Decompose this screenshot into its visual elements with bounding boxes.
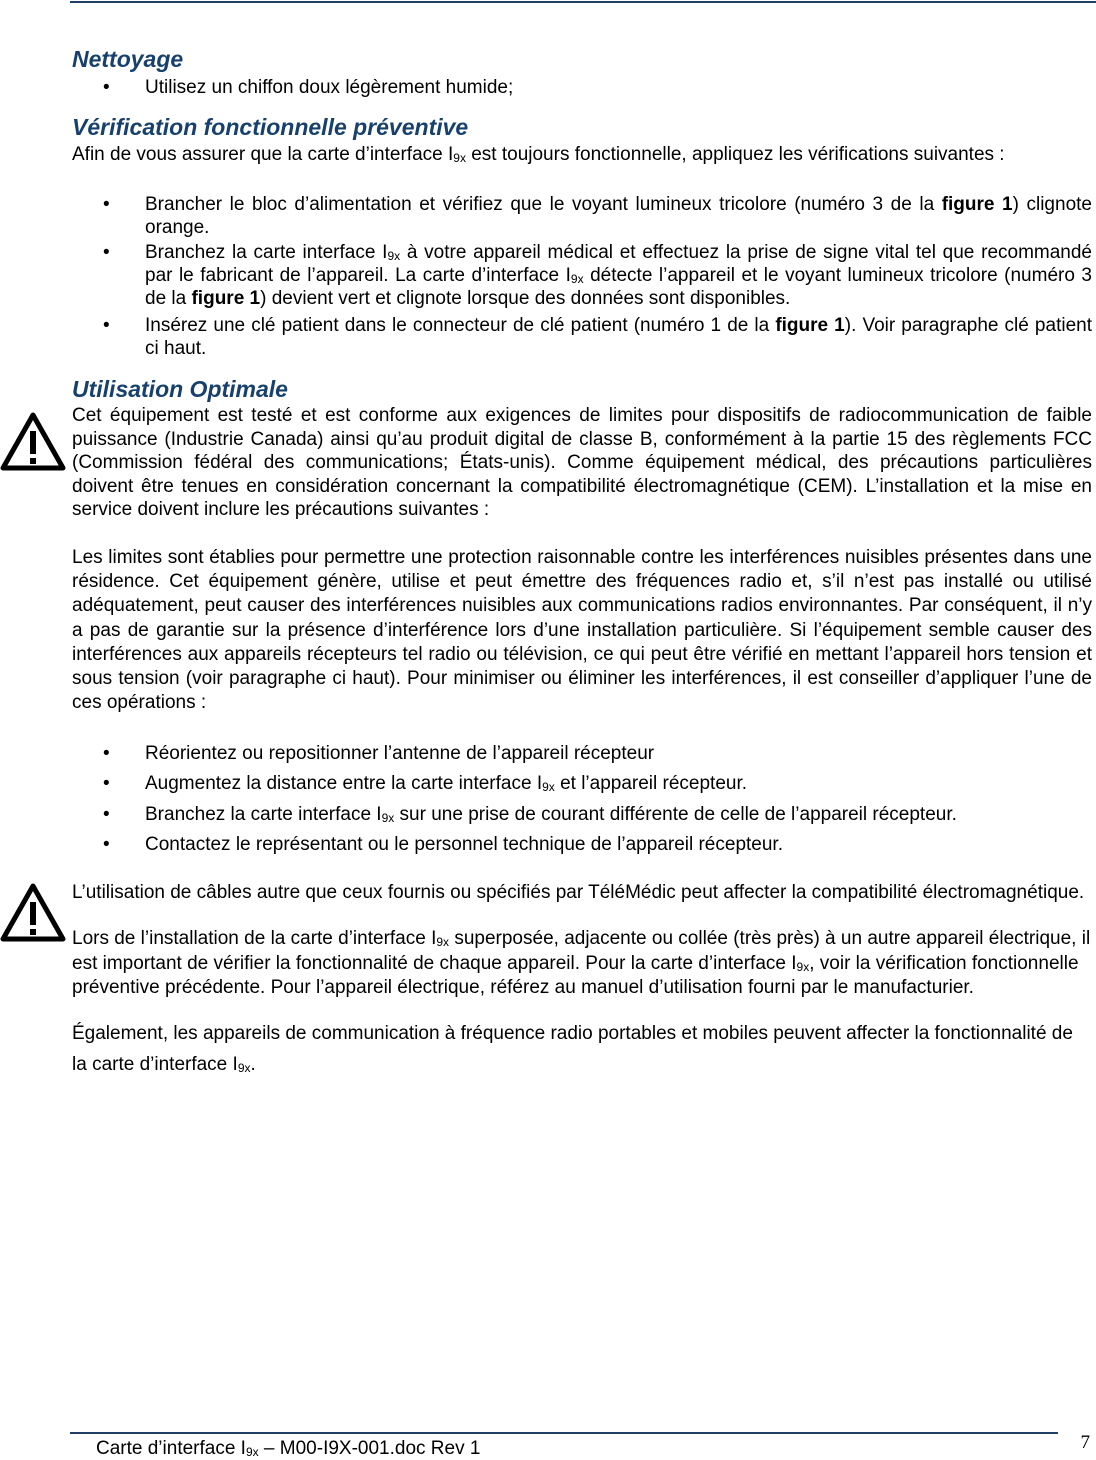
page-number: 7: [1080, 1432, 1090, 1453]
rf-devices-paragraph: Également, les appareils de communication à fréquence radio portables et mobiles peuvent affecter la fonctionnalité de la carte d’interface $I_{9x}$.: [72, 1022, 1073, 1075]
list-item: • Branchez la carte interface $I_{9x}$ à votre appareil médical et effectuez la prise de signe vital tel que recommandé par le fabricant de l’appareil. La carte d’interface $I_{9x}$ détecte l’appareil et le voyant lumineux tricolore (numéro 3 de la figure 1) devient vert et clignote lorsque des données sont disponibles.: [72, 241, 1092, 310]
compliance-paragraph: Cet équipement est testé et est conforme aux exigences de limites pour dispositifs de radiocommunication de faible puissance (Industrie Canada) ainsi qu’au produit digital de classe B, conformément à la partie 15 des règlements FCC (Commission fédéral des communications; États-unis). Comme équipement médical, des précautions particulières doivent être tenues en considération concernant la compatibilité électromagnétique (CEM). L’installation et la mise en service doivent inclure les précautions suivantes :: [72, 405, 1092, 521]
list-item: • Augmentez la distance entre la carte interface $I_{9x}$ et l’appareil récepteur.: [72, 772, 1092, 795]
list-item: • Insérez une clé patient dans le connecteur de clé patient (numéro 1 de la figure 1). Voir paragraphe clé patient ci haut.: [72, 314, 1092, 360]
document-page: [72, 44, 1092, 1080]
verification-list: [72, 193, 1092, 360]
installation-paragraph: Lors de l’installation de la carte d’interface $I_{9x}$ superposée, adjacente ou collée (très près) à un autre appareil électrique, il est important de vérifier la fonctionnalité de chaque appareil. Pour la carte d’interface $I_{9x}$, voir la vérification fonctionnelle préventive précédente. Pour l’appareil électrique, référez au manuel d’utilisation fourni par le manufacturier.: [72, 928, 1091, 999]
heading-utilisation: Utilisation Optimale: [72, 376, 288, 402]
footer-document-title: Carte d’interface $I_{9x} - M00-I9X-001.doc$ Rev 1: [96, 1438, 481, 1459]
verification-intro: Afin de vous assurer que la carte d’interface $I_{9x}$ est toujours fonctionnelle, appliquez les vérifications suivantes :: [72, 144, 1005, 165]
list-item: • Réorientez ou repositionner l’antenne de l’appareil récepteur: [72, 742, 1092, 765]
list-item: • Branchez la carte interface $I_{9x}$ sur une prise de courant différente de celle de l’appareil récepteur.: [72, 803, 1092, 826]
list-item: • Brancher le bloc d’alimentation et vérifiez que le voyant lumineux tricolore (numéro 3 de la figure 1) clignote orange.: [72, 193, 1092, 239]
interference-list: [72, 742, 1092, 856]
footer-rule: [70, 1432, 1058, 1434]
cables-paragraph: L’utilisation de câbles autre que ceux fournis ou spécifiés par TéléMédic peut affecter la compatibilité électromagnétique.: [72, 882, 1085, 904]
heading-verification: Vérification fonctionnelle préventive: [72, 114, 469, 140]
list-item: • Utilisez un chiffon doux légèrement humide;: [72, 76, 1092, 99]
list-item: • Contactez le représentant ou le personnel technique de l’appareil récepteur.: [72, 833, 1092, 856]
warning-icon: [0, 411, 66, 471]
heading-nettoyage: Nettoyage: [72, 46, 184, 72]
interference-paragraph: Les limites sont établies pour permettre une protection raisonnable contre les interférences nuisibles présentes dans une résidence. Cet équipement génère, utilise et peut émettre des fréquences radio et, s’il n’est pas installé ou utilisé adéquatement, peut causer des interférences nuisibles aux communications radios environnantes. Par conséquent, il n’y a pas de garantie sur la présence d’interférence lors d’une installation particulière. Si l’équipement semble causer des interférences aux appareils récepteurs tel radio ou télévision, ce qui peut être vérifié en mettant l’appareil hors tension et sous tension (voir paragraphe ci haut). Pour minimiser ou éliminer les interférences, il est conseiller d’appliquer l’une de ces opérations :: [72, 546, 1092, 714]
nettoyage-list: [72, 76, 1092, 99]
header-rule: [70, 1, 1096, 3]
warning-icon: [0, 882, 66, 942]
